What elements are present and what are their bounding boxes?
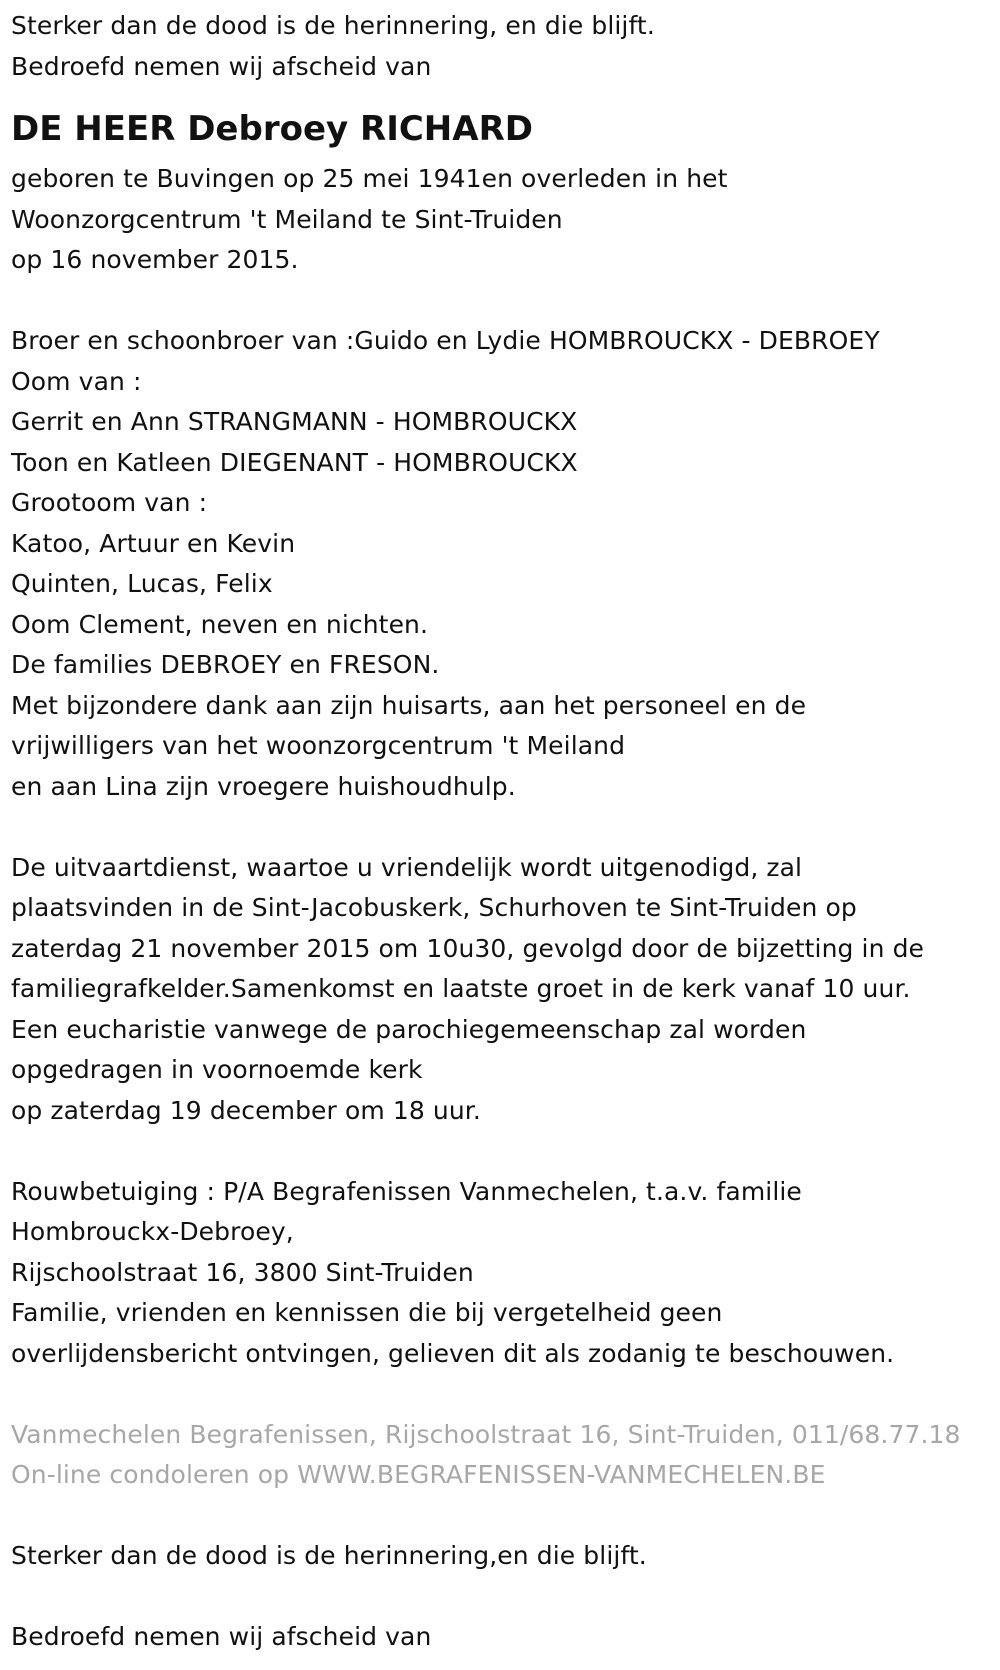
intro-line-farewell: Bedroefd nemen wij afscheid van — [11, 51, 432, 81]
service-line: Een eucharistie vanwege de parochiegemeenschap zal worden — [11, 1014, 807, 1044]
funeral-home-contact: Vanmechelen Begrafenissen, Rijschoolstraat 16, Sint-Truiden, 011/68.77.18 — [11, 1419, 961, 1449]
family-line: De families DEBROEY en FRESON. — [11, 650, 440, 679]
service-line: plaatsvinden in de Sint-Jacobuskerk, Schurhoven te Sint-Truiden op — [11, 893, 857, 922]
family-line: Katoo, Artuur en Kevin — [11, 528, 296, 558]
service-section — [11, 848, 996, 1132]
family-line: Gerrit en Ann STRANGMANN - HOMBROUCKX — [11, 407, 578, 436]
service-line: zaterdag 21 november 2015 om 10u30, gevolgd door de bijzetting in de — [11, 933, 925, 963]
birth-death-line: geboren te Buvingen op 25 mei 1941en overleden in het — [11, 164, 728, 193]
birth-death-line: Woonzorgcentrum 't Meiland te Sint-Truiden — [11, 204, 563, 234]
service-line: De uitvaartdienst, waartoe u vriendelijk wordt uitgenodigd, zal — [11, 852, 803, 882]
service-line: opgedragen in voornoemde kerk — [11, 1055, 423, 1084]
family-line: en aan Lina zijn vroegere huishoudhulp. — [11, 771, 516, 801]
condolences-line: overlijdensbericht ontvingen, gelieven dit als zodanig te beschouwen. — [11, 1338, 895, 1368]
family-section — [11, 321, 996, 807]
intro-line-motto: Sterker dan de dood is de herinnering, en die blijft. — [11, 11, 655, 40]
family-line: Quinten, Lucas, Felix — [11, 569, 273, 598]
birth-death-section — [11, 159, 996, 281]
spacer — [11, 1496, 996, 1537]
family-line: Toon en Katleen DIEGENANT - HOMBROUCKX — [11, 447, 578, 477]
condolences-line: Familie, vrienden en kennissen die bij vergetelheid geen — [11, 1298, 723, 1327]
spacer — [11, 281, 996, 322]
condolences-line: Rijschoolstraat 16, 3800 Sint-Truiden — [11, 1257, 474, 1287]
birth-death-line: op 16 november 2015. — [11, 245, 299, 274]
service-line: familiegrafkelder.Samenkomst en laatste groet in de kerk vanaf 10 uur. — [11, 974, 911, 1003]
family-line: Broer en schoonbroer van :Guido en Lydie HOMBROUCKX - DEBROEY — [11, 326, 880, 355]
condolences-section — [11, 1172, 996, 1375]
spacer — [11, 807, 996, 848]
family-line: vrijwilligers van het woonzorgcentrum 't Meiland — [11, 731, 626, 760]
spacer — [11, 1374, 996, 1415]
obituary-notice — [11, 6, 996, 1658]
family-line: Oom Clement, neven en nichten. — [11, 609, 429, 639]
online-condolence-link[interactable]: On-line condoleren op WWW.BEGRAFENISSEN-VANMECHELEN.BE — [11, 1460, 826, 1489]
spacer — [11, 1577, 996, 1618]
service-line: op zaterdag 19 december om 18 uur. — [11, 1095, 481, 1125]
family-line: Oom van : — [11, 366, 142, 396]
repeat-motto: Sterker dan de dood is de herinnering,en die blijft. — [11, 1541, 647, 1570]
family-line: Met bijzondere dank aan zijn huisarts, aan het personeel en de — [11, 690, 807, 720]
repeat-farewell: Bedroefd nemen wij afscheid van — [11, 1622, 432, 1651]
deceased-name: DE HEER Debroey RICHARD — [11, 109, 533, 149]
funeral-home-footer — [11, 1415, 996, 1496]
family-line: Grootoom van : — [11, 488, 208, 517]
condolences-line: Rouwbetuiging : P/A Begrafenissen Vanmechelen, t.a.v. familie — [11, 1176, 802, 1206]
intro-section — [11, 6, 996, 87]
condolences-line: Hombrouckx-Debroey, — [11, 1217, 294, 1246]
spacer — [11, 1131, 996, 1172]
